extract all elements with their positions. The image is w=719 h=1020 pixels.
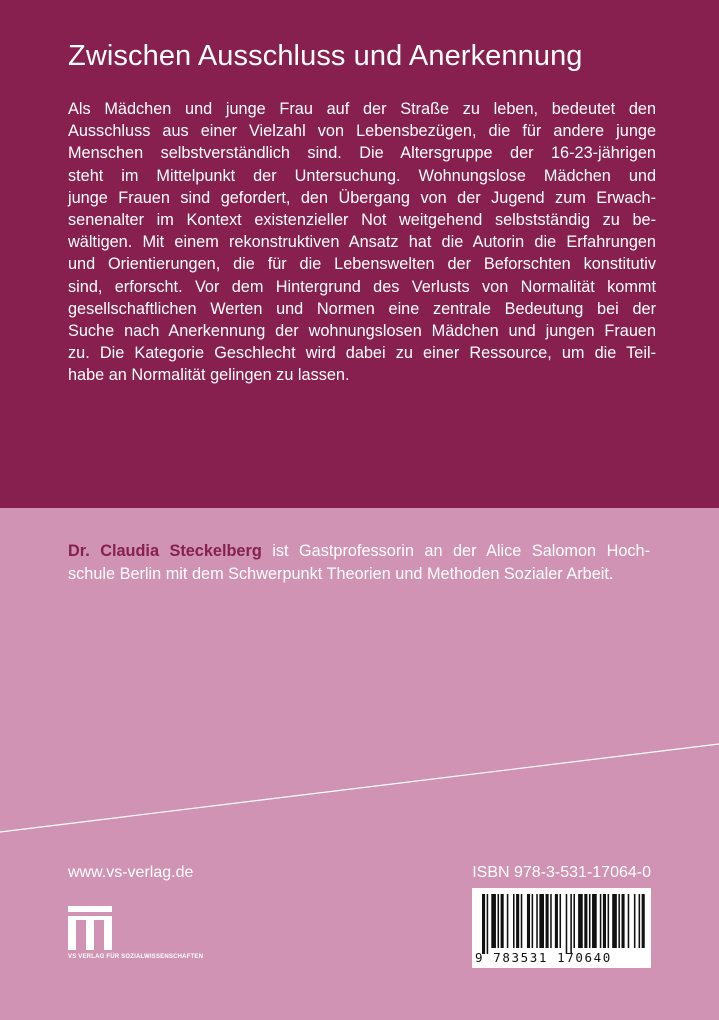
isbn-number: ISBN 978-3-531-17064-0 (472, 864, 651, 881)
blurb-line: Als Mädchen und junge Frau auf der Straße zu leben, bedeutet den (68, 100, 656, 118)
barcode-bar (539, 894, 544, 948)
publisher-name: VS VERLAG FÜR SOZIALWISSENSCHAFTEN (68, 954, 204, 960)
author-bio-text: ist Gastprofessorin an der Alice Salomon Hoch- (261, 542, 650, 560)
barcode-bar (507, 894, 509, 948)
barcode-bar (634, 894, 636, 948)
barcode-bar (570, 894, 572, 954)
author-bio (68, 540, 650, 585)
barcode-bar (527, 894, 530, 948)
barcode-bar (516, 894, 519, 948)
diagonal-divider (0, 740, 719, 840)
barcode-bar (573, 894, 575, 948)
logo-bar (68, 916, 112, 920)
barcode-bar (536, 894, 538, 948)
barcode-bar (592, 894, 597, 948)
barcode-bar (628, 894, 630, 948)
blurb-line: senenalter im Kontext existenzieller Not weitgehend selbstständig zu be- (68, 211, 656, 230)
book-blurb (68, 98, 656, 387)
blurb-line: wältigen. Mit einem rekonstruktiven Ansatz hat die Autorin die Erfahrungen (68, 233, 656, 252)
logo-pillar (104, 920, 112, 950)
barcode-bar (642, 894, 645, 948)
logo-pillar (68, 920, 76, 950)
barcode-bar (501, 894, 504, 948)
barcode-bar (618, 894, 620, 948)
author-name: Dr. Claudia Steckelberg (68, 542, 262, 560)
barcode-bar (550, 894, 552, 948)
blurb-line: habe an Normalität gelingen zu lassen. (68, 366, 350, 385)
blurb-line: Suche nach Anerkennung der wohnungslosen Mädchen und jungen Frauen (68, 322, 656, 341)
barcode-bar (546, 894, 549, 948)
barcode-bar (491, 894, 496, 948)
book-title: Zwischen Ausschluss und Anerkennung (68, 40, 583, 72)
barcode-bar (639, 894, 641, 948)
blurb-line: Menschen selbstverständlich sind. Die Altersgruppe der 16-23-jährigen (68, 144, 656, 163)
barcode-bar (612, 894, 617, 948)
blurb-line: Ausschluss aus einer Vielzahl von Lebensbezügen, die für andere junge (68, 122, 656, 141)
barcode-bar (622, 894, 625, 948)
barcode-bar (498, 894, 500, 948)
barcode-bar (584, 894, 587, 948)
blurb-line: sind, erforscht. Vor dem Hintergrund des Verlusts von Normalität kommt (68, 277, 656, 296)
barcode-bar (566, 894, 568, 954)
author-bio-line: schule Berlin mit dem Schwerpunkt Theorien und Methoden Sozialer Arbeit. (68, 564, 614, 583)
barcode-bar (560, 894, 562, 948)
barcode-bar (513, 894, 515, 948)
barcode-bar (555, 894, 558, 948)
barcode-bar (600, 894, 602, 948)
blurb-line: steht im Mittelpunkt der Untersuchung. Wohnungslose Mädchen und (68, 166, 656, 185)
barcode-bar (608, 894, 610, 948)
blurb-line: zu. Die Kategorie Geschlecht wird dabei zu einer Ressource, um die Teil- (68, 344, 656, 363)
blurb-line: junge Frauen sind gefordert, den Übergang von der Jugend zum Erwach- (68, 188, 656, 207)
barcode-bar (589, 894, 591, 948)
publisher-website: www.vs-verlag.de (68, 864, 194, 881)
barcode-bar (482, 894, 485, 954)
barcode-bar (578, 894, 583, 948)
author-bio-line (68, 540, 650, 563)
divider-line (0, 744, 719, 832)
barcode-bar (532, 894, 534, 948)
blurb-line: und Orientierungen, die für die Lebenswelten der Beforschten konstitutiv (68, 255, 656, 274)
barcode-bar (603, 894, 606, 948)
barcode-bar (487, 894, 489, 954)
barcode-bar (521, 894, 523, 948)
barcode-digits: 9 783531 170640 (475, 950, 612, 965)
logo-pillar (86, 920, 94, 950)
logo-bar (68, 906, 112, 912)
blurb-line: gesellschaftlichen Werten und Normen eine zentrale Bedeutung bei der (68, 299, 656, 318)
